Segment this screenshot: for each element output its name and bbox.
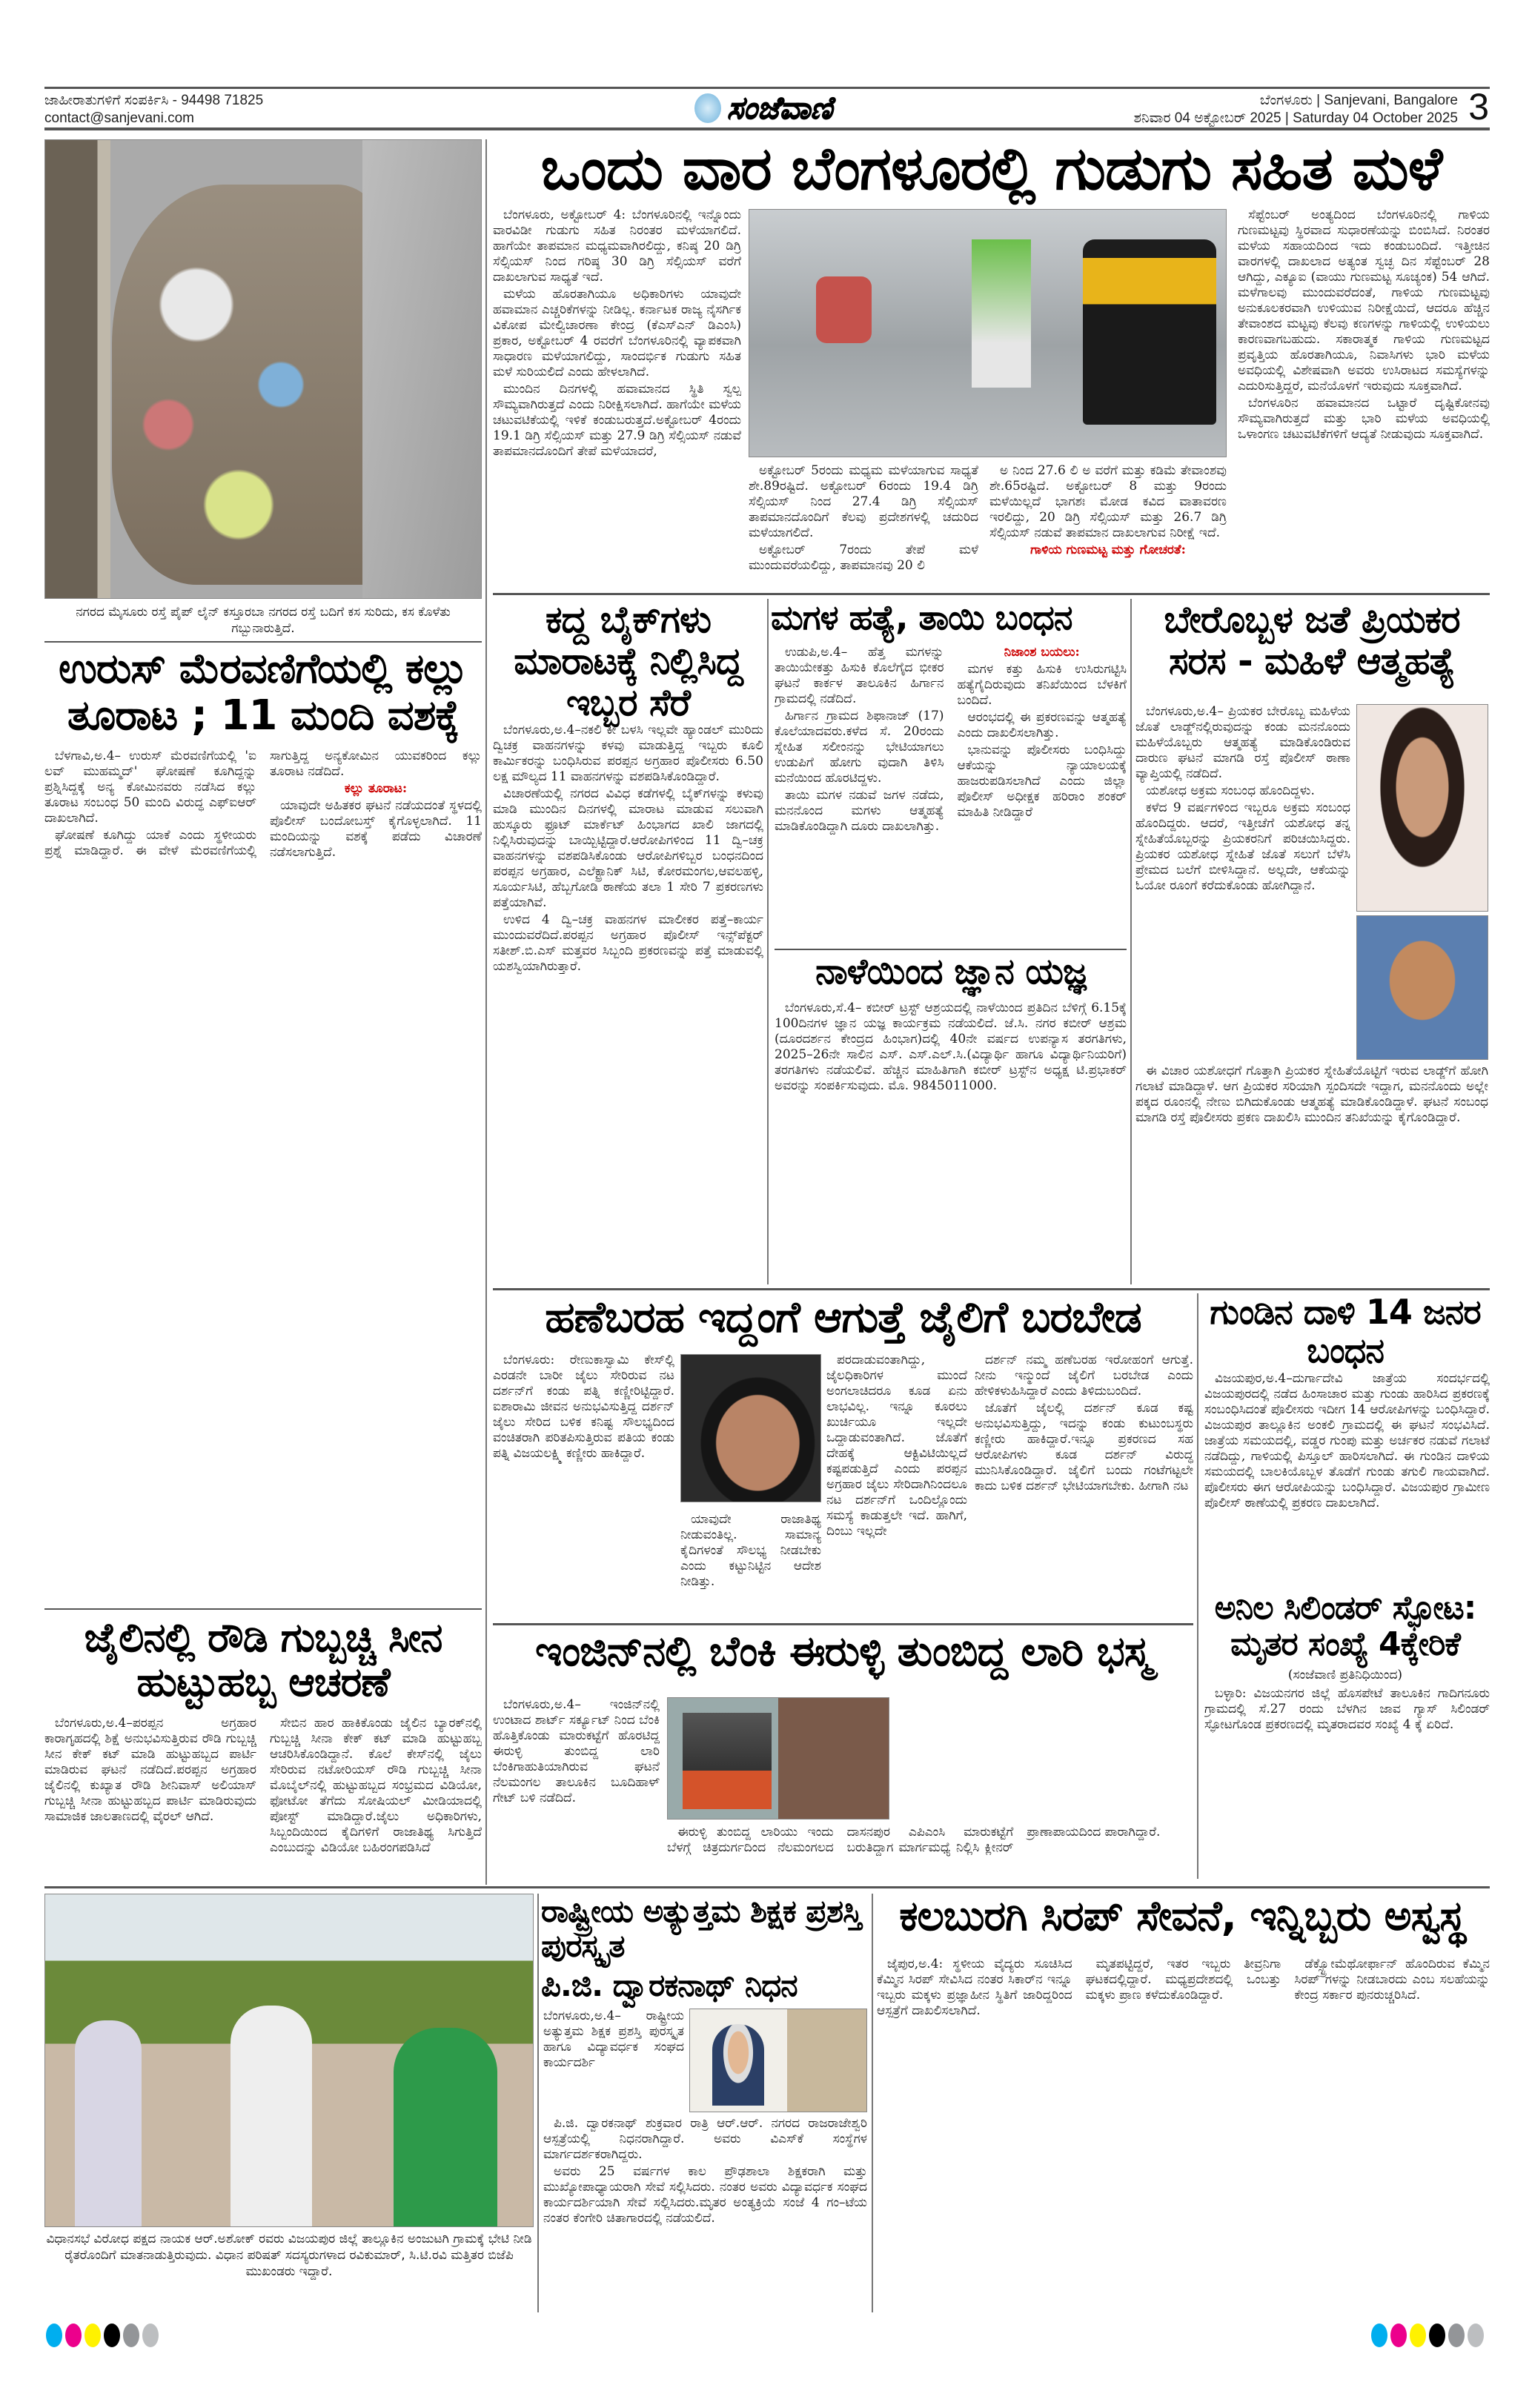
- darshan-body-c: [975, 1353, 1193, 1616]
- article-paragraph: ವಿಚಾರಣೆಯಲ್ಲಿ ನಗರದ ವಿವಿಧ ಕಡೆಗಳಲ್ಲಿ ಬೈಕ್‌ಗಳನ್ನು ಕಳುವು ಮಾಡಿ ಮುಂದಿನ ದಿನಗಳಲ್ಲಿ ಮಾರಾಟ ಮಾಡುವ ಸಲುವಾಗಿ ಹುಸ್ಕೂರು ಫ್ರೂಟ್ ಮಾರ್ಕೆಟ್ ಹಿಂಭಾಗದ ಖಾಲಿ ಜಾಗದಲ್ಲಿ ನಿಲ್ಲಿಸಿರುವುದನ್ನು ಬಾಯ್ಬಿಟ್ಟಿದ್ದಾರೆ.ಆರೋಪಿಗಳಿಂದ 11 ದ್ವಿ–ಚಕ್ರ ವಾಹನಗಳನ್ನು ವಶಪಡಿಸಿಕೊಂಡು ಆರೋಪಿಗಳಿಬ್ಬರ ಬಂಧನದಿಂದ ಪರಪ್ಪನ ಅಗ್ರಹಾರ, ಎಲೆಕ್ಟ್ರಾನಿಕ್ ಸಿಟಿ, ಕೋರಮಂಗಲ,ಆವಲಹಳ್ಳಿ, ಸೂರ್ಯಸಿಟಿ, ಹೆಬ್ಬಗೋಡಿ ಠಾಣೆಯ ತಲಾ 1 ಸೇರಿ 7 ಪ್ರಕರಣಗಳು ಪತ್ತೆಯಾಗಿವೆ.: [493, 786, 763, 910]
- article-paragraph: ಅಕ್ಟೋಬರ್ 5ರಂದು ಮಧ್ಯಮ ಮಳೆಯಾಗುವ ಸಾಧ್ಯತೆ ಶೇ.89ರಷ್ಟಿದೆ. ಅಕ್ಟೋಬರ್ 6ರಂದು 19.4 ಡಿಗ್ರಿ ಸೆಲ್ಸಿಯಸ್ ನಿಂದ 27.4 ಡಿಗ್ರಿ ಸೆಲ್ಸಿಯಸ್ ತಾಪಮಾನದೊಂದಿಗೆ ಕೆಲವು ಪ್ರದೇಶಗಳಲ್ಲಿ ಚದುರಿದ ಮಳೆಯಾಗಲಿದೆ.: [749, 463, 978, 540]
- yellow-dot: [1410, 2324, 1426, 2347]
- city-edition: ಬೆಂಗಳೂರು | Sanjevani, Bangalore: [1259, 93, 1458, 108]
- burnt-lorry-photo: [667, 1697, 889, 1820]
- man-portrait-photo: [1356, 915, 1488, 1060]
- divider: [493, 593, 1490, 595]
- article-paragraph: ತಾಯಿ ಮಗಳ ನಡುವೆ ಜಗಳ ನಡೆದು, ಮನನೊಂದ ಮಗಳು ಆತ್ಮಹತ್ಯೆ ಮಾಡಿಕೊಂಡಿದ್ದಾಗಿ ದೂರು ದಾಖಲಾಗಿತ್ತು.: [775, 788, 944, 834]
- bike-body: [493, 723, 763, 1286]
- article-paragraph: ಅವರು 25 ವರ್ಷಗಳ ಕಾಲ ಪ್ರೌಢಶಾಲಾ ಶಿಕ್ಷಕರಾಗಿ ಮತ್ತು ಮುಖ್ಯೋಪಾಧ್ಯಾಯರಾಗಿ ಸೇವೆ ಸಲ್ಲಿಸಿದರು. ನಂತರ ಅವರು ವಿದ್ಯಾವರ್ಧಕ ಸಂಘದ ಕಾರ್ಯದರ್ಶಿಯಾಗಿ ಸೇವೆ ಸಲ್ಲಿಸಿದರು.ಮೃತರ ಅಂತ್ಯಕ್ರಿಯೆ ಸಂಜೆ 4 ಗಂ–ಟೆಯ ನಂತರ ಕೆಂಗೇರಿ ಚಿತಾಗಾರದಲ್ಲಿ ನಡೆಯಲಿದೆ.: [543, 2164, 867, 2226]
- article-paragraph: ಬೆಂಗಳೂರು,ಅ.4–ಪರಪ್ಪನ ಅಗ್ರಹಾರ ಕಾರಾಗೃಹದಲ್ಲಿ ಶಿಕ್ಷೆ ಅನುಭವಿಸುತ್ತಿರುವ ರೌಡಿ ಗುಬ್ಬಚ್ಚಿ ಸೀನ ಕೇಕ್ ಕಟ್ ಮಾಡಿ ಹುಟ್ಟುಹಬ್ಬದ ಪಾರ್ಟಿ ಮಾಡಿರುವ ಘಟನೆ ನಡೆದಿದೆ.ಪರಪ್ಪನ ಅಗ್ರಹಾರ ಜೈಲಿನಲ್ಲಿ ಕುಖ್ಯಾತ ರೌಡಿ ಶೀನಿವಾಸ್ ಅಲಿಯಾಸ್ ಗುಬ್ಬಚ್ಚಿ ಸೀನಾ ಹುಟ್ಟುಹಬ್ಬದ ಪಾರ್ಟಿ ಮಾಡಿರುವುದು ಸಾಮಾಜಿಕ ಜಾಲತಾಣದಲ್ಲಿ ವೈರಲ್ ಆಗಿದೆ.: [44, 1716, 256, 1824]
- article-paragraph: ಬೆಂಗಳೂರು,ಅ.4– ಇಂಜಿನ್‌ನಲ್ಲಿ ಉಂಟಾದ ಶಾರ್ಟ್ ಸರ್ಕ್ಯೂಟ್ ನಿಂದ ಬೆಂಕಿ ಹೊತ್ತಿಕೊಂಡು ಮಾರುಕಟ್ಟೆಗೆ ಹೊರಟಿದ್ದ ಈರುಳ್ಳಿ ತುಂಬಿದ್ದ ಲಾರಿ ಬೆಂಕಿಗಾಹುತಿಯಾಗಿರುವ ಘಟನೆ ನೆಲಮಂಗಲ ತಾಲೂಕಿನ ಬೂದಿಹಾಳ್ ಗೇಟ್ ಬಳಿ ನಡೆದಿದೆ.: [493, 1697, 660, 1805]
- article-paragraph: ವಿಜಯಪುರ,ಅ.4–ದುರ್ಗಾದೇವಿ ಜಾತ್ರೆಯ ಸಂದರ್ಭದಲ್ಲಿ ವಿಜಯಪುರದಲ್ಲಿ ನಡೆದ ಹಿಂಸಾಚಾರ ಮತ್ತು ಗುಂಡು ಹಾರಿಸಿದ ಪ್ರಕರಣಕ್ಕೆ ಸಂಬಂಧಿಸಿದಂತೆ ಪೊಲೀಸರು ಇದೀಗ 14 ಆರೋಪಿಗಳನ್ನು ಬಂಧಿಸಿದ್ದಾರೆ. ವಿಜಯಪುರ ತಾಲ್ಲೂಕಿನ ಅಂಕಲಿ ಗ್ರಾಮದಲ್ಲಿ ಈ ಘಟನೆ ಸಂಭವಿಸಿದೆ. ಜಾತ್ರೆಯ ಸಮಯದಲ್ಲಿ, ವಡ್ಡರ ಗುಂಪು ಮತ್ತು ಅರ್ಚಕರ ನಡುವೆ ಗಲಾಟೆ ನಡೆದಿದ್ದು, ಗಾಳಿಯಲ್ಲಿ ಪಿಸ್ತೂಲ್ ಹಾರಿಸಲಾಗಿದೆ. ಈ ಗುಂಡಿನ ದಾಳಿಯ ಸಮಯದಲ್ಲಿ ಬಾಲಕಿಯೊಬ್ಬಳ ತೊಡೆಗೆ ಗುಂಡು ತಗುಲಿ ಗಾಯವಾಗಿದೆ. ಪೊಲೀಸರು ಈಗ ಆರೋಪಿಯನ್ನು ಬಂಧಿಸಿದ್ದಾರೆ. ವಿಜಯಪುರ ಗ್ರಾಮೀಣ ಪೊಲೀಸ್ ಠಾಣೆಯಲ್ಲಿ ಪ್ರಕರಣ ದಾಖಲಾಗಿದೆ.: [1204, 1371, 1490, 1510]
- daughter-body: [775, 645, 1127, 941]
- article-paragraph: ಬೆಂಗಳೂರು,ಸೆ.4– ಕಬೀರ್ ಟ್ರಸ್ಟ್ ಆಶ್ರಯದಲ್ಲಿ ನಾಳೆಯಿಂದ ಪ್ರತಿದಿನ ಬೆಳಿಗ್ಗೆ 6.15ಕ್ಕೆ 100ದಿನಗಳ ಜ್ಞಾನ ಯಜ್ಞ ಕಾರ್ಯಕ್ರಮ ನಡೆಯಲಿದೆ. ಜೆ.ಸಿ. ನಗರ ಕಬೀರ್ ಆಶ್ರಮ (ದೂರದರ್ಶನ ಕೇಂದ್ರದ ಹಿಂಭಾಗ)ದಲ್ಲಿ 40ನೇ ವರ್ಷದ ಉಪನ್ಯಾಸ ತರಗತಿಗಳು, 2025–26ನೇ ಸಾಲಿನ ಎಸ್. ಎಸ್.ಎಲ್.ಸಿ.(ವಿದ್ಯಾರ್ಥಿ ಹಾಗೂ ವಿದ್ಯಾರ್ಥಿನಿಯರಿಗೆ) ತರಗತಿಗಳು ನಡೆಯಲಿವೆ. ಹೆಚ್ಚಿನ ಮಾಹಿತಿಗಾಗಿ ಕಬೀರ್ ಟ್ರಸ್ಟ್‌ನ ಅಧ್ಯಕ್ಷ ಟಿ.ಪ್ರಭಾಕರ್ ಅವರನ್ನು ಸಂಪರ್ಕಿಸುವುದು. ಮೊ. 9845011000.: [775, 1001, 1127, 1093]
- rowdy-headline: ಜೈಲಿನಲ್ಲಿ ರೌಡಿ ಗುಬ್ಬಚ್ಚಿ ಸೀನ ಹುಟ್ಟುಹಬ್ಬ ಆಚರಣೆ: [84, 1614, 442, 1706]
- article-paragraph: ಮಳೆಯ ಹೊರತಾಗಿಯೂ ಅಧಿಕಾರಿಗಳು ಯಾವುದೇ ಹವಾಮಾನ ಎಚ್ಚರಿಕೆಗಳನ್ನು ನೀಡಿಲ್ಲ. ಕರ್ನಾಟಕ ರಾಜ್ಯ ನೈಸರ್ಗಿಕ ವಿಕೋಪ ಮೇಲ್ವಿಚಾರಣಾ ಕೇಂದ್ರ (ಕೆಎಸ್‌ಎನ್ ಡಿಎಂಸಿ) ಪ್ರಕಾರ, ಅಕ್ಟೋಬರ್ 4 ರವರೆಗೆ ಬೆಂಗಳೂರಿನಲ್ಲಿ ವ್ಯಾಪಕವಾಗಿ ಸಾಧಾರಣ ಮಳೆಯಾಗಲಿದ್ದು, ಸಾಂದರ್ಭಿಕ ಗುಡುಗು ಸಹಿತ ಮಳೆ ಸುರಿಯಲಿದೆ ಎಂದು ಹೇಳಲಾಗಿದೆ.: [493, 287, 741, 379]
- darshan-body-d: [680, 1512, 821, 1616]
- article-paragraph: ಮುಂದಿನ ದಿನಗಳಲ್ಲಿ ಹವಾಮಾನದ ಸ್ಥಿತಿ ಸ್ವಲ್ಪ ಸೌಮ್ಯವಾಗಿರುತ್ತದೆ ಎಂದು ನಿರೀಕ್ಷಿಸಲಾಗಿದೆ. ಹಾಗೆಯೇ ಮಳೆಯ ಚಟುವಟಿಕೆಯಲ್ಲಿ ಇಳಿಕೆ ಕಂಡುಬರುತ್ತದೆ.ಅಕ್ಟೋಬರ್ 4ರಂದು 19.1 ಡಿಗ್ರಿ ಸೆಲ್ಸಿಯಸ್ ಮತ್ತು 27.9 ಡಿಗ್ರಿ ಸೆಲ್ಸಿಯಸ್ ನಡುವೆ ತಾಪಮಾನದೊಂದಿಗೆ ತೇಪೆ ಮಳೆಯಾದರೆ,: [493, 382, 741, 459]
- light-gray-dot: [142, 2324, 159, 2347]
- divider: [44, 1608, 482, 1610]
- lorry-headline: ಇಂಜಿನ್‌ನಲ್ಲಿ ಬೆಂಕಿ ಈರುಳ್ಳಿ ತುಂಬಿದ್ದ ಲಾರಿ ಭಸ್ಮ: [534, 1628, 1152, 1676]
- syrup-body: [877, 1957, 1490, 2312]
- article-subheading: ನಿಜಾಂಶ ಬಯಲು:: [1004, 645, 1080, 660]
- divider: [44, 641, 482, 643]
- lorry-body-a: [493, 1697, 660, 1875]
- article-paragraph: ಬೆಂಗಳೂರಿನ ಹವಾಮಾನದ ಒಟ್ಟಾರೆ ದೃಷ್ಟಿಕೋನವು ಸೌಮ್ಯವಾಗಿರುತ್ತದೆ ಮತ್ತು ಭಾರಿ ಮಳೆಯ ಅವಧಿಯಲ್ಲಿ ಒಳಾಂಗಣ ಚಟುವಟಿಕೆಗಳಿಗೆ ಆದ್ಯತೆ ನೀಡುವುದು ಸೂಕ್ತವಾಗಿದೆ.: [1238, 396, 1490, 442]
- column-divider: [537, 1894, 539, 2312]
- cyan-dot: [46, 2324, 62, 2347]
- ad-contact-line: ಜಾಹೀರಾತುಗಳಿಗೆ ಸಂಪರ್ಕಿಸಿ - 94498 71825: [44, 93, 264, 108]
- date-line: ಶನಿವಾರ 04 ಅಕ್ಟೋಬರ್ 2025 | Saturday 04 October 2025: [1133, 110, 1458, 126]
- divider: [775, 949, 1127, 950]
- article-paragraph: ಭಾನುವನ್ನು ಪೊಲೀಸರು ಬಂಧಿಸಿದ್ದು ಆಕೆಯನ್ನು ನ್ಯಾಯಾಲಯಕ್ಕೆ ಹಾಜರುಪಡಿಸಲಾಗಿದೆ ಎಂದು ಜಿಲ್ಲಾ ಪೊಲೀಸ್ ಅಧೀಕ್ಷಕ ಹರಿರಾಂ ಶಂಕರ್ ಮಾಹಿತಿ ನೀಡಿದ್ದಾರೆ: [957, 743, 1127, 820]
- light-gray-dot: [1468, 2324, 1484, 2347]
- teacher-lead: ಬೆಂಗಳೂರು,ಅ.4– ರಾಷ್ಟ್ರೀಯ ಅತ್ಯುತ್ತಮ ಶಿಕ್ಷಕ ಪ್ರಶಸ್ತಿ ಪುರಸ್ಕೃತ ಹಾಗೂ ವಿದ್ಯಾವರ್ಧಕ ಸಂಘದ ಕಾರ್ಯದರ್ಶಿ: [543, 2009, 684, 2070]
- color-registration-marks-right: [1371, 2324, 1487, 2350]
- article-paragraph: ಆರಂಭದಲ್ಲಿ ಈ ಪ್ರಕರಣವನ್ನು ಆತ್ಮಹತ್ಯೆ ಎಂದು ದಾಖಲಿಸಲಾಗಿತ್ತು.: [957, 710, 1127, 740]
- article-paragraph: ಉಳಿದ 4 ದ್ವಿ–ಚಕ್ರ ವಾಹನಗಳ ಮಾಲೀಕರ ಪತ್ತೆ–ಕಾರ್ಯ ಮುಂದುವರೆದಿದೆ.ಪರಪ್ಪನ ಅಗ್ರಹಾರ ಪೊಲೀಸ್ ಇನ್ಸ್‌ಪೆಕ್ಟರ್ ಸತೀಶ್.ಬಿ.ಎಸ್ ಮತ್ತವರ ಸಿಬ್ಬಂದಿ ಪ್ರಕರಣವನ್ನು ಪತ್ತೆ ಮಾಡುವಲ್ಲಿ ಯಶಸ್ವಿಯಾಗಿರುತ್ತಾರೆ.: [493, 912, 763, 974]
- masthead-logo: [623, 89, 904, 127]
- header-bottom-rule: [44, 127, 1490, 130]
- lover-body-bottom: [1135, 1064, 1488, 1282]
- farmers-visit-photo: [44, 1894, 534, 2227]
- article-paragraph: ಯಶೋಧ ಅಕ್ರಮ ಸಂಬಂಧ ಹೊಂದಿದ್ದಳು.: [1146, 783, 1315, 798]
- garbage-photo: [44, 139, 482, 599]
- teacher-body: [543, 2116, 867, 2312]
- divider: [493, 1288, 1490, 1290]
- urus-body: [44, 749, 482, 1601]
- teacher-portrait-photo: [689, 2009, 867, 2112]
- column-divider: [1197, 1293, 1198, 1879]
- firing-body: [1204, 1371, 1490, 1586]
- article-paragraph: ಡೆಕ್ಸ್ಟ್ರೋಮೆಥೋರ್ಫಾನ್ ಹೊಂದಿರುವ ಕೆಮ್ಮಿನ ಸಿರಪ್ ಗಳನ್ನು ನೀಡಬಾರದು ಎಂಬ ಸಲಹೆಯನ್ನು ಕೇಂದ್ರ ಸರ್ಕಾರ ಪುನರುಚ್ಚರಿಸಿದೆ.: [1294, 1957, 1490, 2003]
- darshan-headline: ಹಣೆಬರಹ ಇದ್ದಂಗೆ ಆಗುತ್ತೆ ಜೈಲಿಗೆ ಬರಬೇಡ: [545, 1292, 1141, 1342]
- main-headline: ಒಂದು ವಾರ ಬೆಂಗಳೂರಲ್ಲಿ ಗುಡುಗು ಸಹಿತ ಮಳೆ: [540, 134, 1442, 203]
- article-paragraph: ಬೆಂಗಳೂರು,ಅ.4– ಪ್ರಿಯಕರ ಬೇರೊಬ್ಬ ಮಹಿಳೆಯ ಜೊತೆ ಲಾಡ್ಜ್‌ನಲ್ಲಿರುವುದನ್ನು ಕಂಡು ಮನನೊಂದು ಮಹಿಳೆಯೊಬ್ಬರು ಆತ್ಮಹತ್ಯೆ ಮಾಡಿಕೊಂಡಿರುವ ದಾರುಣ ಘಟನೆ ಮಾಗಡಿ ರಸ್ತೆ ಪೊಲೀಸ್ ಠಾಣಾ ವ್ಯಾಪ್ತಿಯಲ್ಲಿ ನಡೆದಿದೆ.: [1135, 704, 1350, 781]
- woman-portrait-photo: [1356, 704, 1488, 912]
- header-contact: [44, 92, 263, 127]
- article-paragraph: ಅ ನಿಂದ 27.6 ಲಿ ಅ ವರೆಗೆ ಮತ್ತು ಕಡಿಮೆ ತೇವಾಂಶವು ಶೇ.65ರಷ್ಟಿದೆ. ಅಕ್ಟೋಬರ್ 8 ಮತ್ತು 9ರಂದು ಮಳೆಯಿಲ್ಲದೆ ಭಾಗಶಃ ಮೋಡ ಕವಿದ ವಾತಾವರಣ ಇರಲಿದ್ದು, 20 ಡಿಗ್ರಿ ಸೆಲ್ಸಿಯಸ್ ಮತ್ತು 26.7 ಡಿಗ್ರಿ ಸೆಲ್ಸಿಯಸ್ ನಡುವೆ ತಾಪಮಾನ ದಾಖಲಾಗುವ ನಿರೀಕ್ಷೆ ಇದೆ.: [989, 463, 1227, 540]
- article-paragraph: ಮೃತಪಟ್ಟಿದ್ದರೆ, ಇತರ ಇಬ್ಬರು ತೀವ್ರನಿಗಾ ಘಟಕದಲ್ಲಿದ್ದಾರೆ. ಮಧ್ಯಪ್ರದೇಶದಲ್ಲಿ ಒಂಬತ್ತು ಮಕ್ಕಳು ಪ್ರಾಣ ಕಳೆದುಕೊಂಡಿದ್ದಾರೆ.: [1085, 1957, 1281, 2003]
- article-paragraph: ಜೊತೆಗೆ ಜೈಲಲ್ಲಿ ದರ್ಶನ್ ಕೂಡ ಕಷ್ಟ ಅನುಭವಿಸುತ್ತಿದ್ದು, ಇದನ್ನು ಕಂಡು ಕುಟುಂಬಸ್ಥರು ಕಣ್ಣೀರು ಹಾಕಿದ್ದಾರೆ.ಇನ್ನೂ ಪ್ರಕರಣದ ಸಹ ಆರೋಪಿಗಳು ಕೂಡ ದರ್ಶನ್ ವಿರುದ್ಧ ಮುನಿಸಿಕೊಂಡಿದ್ದಾರೆ. ಜೈಲಿಗೆ ಬಂದು ಗಂಟೆಗಟ್ಟಲೇ ಕಾದು ಬಳಿಕ ದರ್ಶನ್ ಭೇಟಿಯಾಗಬೇಕು. ಹೀಗಾಗಿ ನಟ: [975, 1401, 1193, 1493]
- divider: [493, 1623, 1193, 1625]
- article-paragraph: ಸೇಬಿನ ಹಾರ ಹಾಕಿಕೊಂಡು ಜೈಲಿನ ಬ್ಯಾರಕ್‌ನಲ್ಲಿ ಗುಬ್ಬಚ್ಚಿ ಸೀನಾ ಕೇಕ್ ಕಟ್ ಮಾಡಿ ಹುಟ್ಟುಹಬ್ಬ ಆಚರಿಸಿಕೊಂಡಿದ್ದಾನೆ. ಕೊಲೆ ಕೇಸ್‌ನಲ್ಲಿ ಜೈಲು ಸೇರಿರುವ ನಟೋರಿಯಸ್ ರೌಡಿ ಗುಬ್ಬಚ್ಚಿ ಸೀನಾ ಮೊಬೈಲ್‌ನಲ್ಲಿ ಹುಟ್ಟುಹಬ್ಬದ ಸಂಭ್ರಮದ ವಿಡಿಯೋ, ಫೋಟೋ ತೆಗೆದು ಸೋಷಿಯಲ್ ಮೀಡಿಯಾದಲ್ಲಿ ಪೋಸ್ಟ್ ಮಾಡಿದ್ದಾರೆ.ಜೈಲು ಅಧಿಕಾರಿಗಳು, ಸಿಬ್ಬಂದಿಯಿಂದ ಕೈದಿಗಳಿಗೆ ರಾಜಾತಿಥ್ಯ ಸಿಗುತ್ತಿದೆ ಎಂಬುದನ್ನು ವಿಡಿಯೋ ಬಹಿರಂಗಪಡಿಸಿದೆ: [270, 1716, 482, 1855]
- article-paragraph: ಸೆಪ್ಟೆಂಬರ್ ಅಂತ್ಯದಿಂದ ಬೆಂಗಳೂರಿನಲ್ಲಿ ಗಾಳಿಯ ಗುಣಮಟ್ಟವು ಸ್ಥಿರವಾದ ಸುಧಾರಣೆಯನ್ನು ಬಿಂಬಿಸಿದೆ. ನಿರಂತರ ಮಳೆಯ ಸಹಾಯದಿಂದ ಇದು ಕಂಡುಬಂದಿದೆ. ಇತ್ತೀಚಿನ ವಾರಗಳಲ್ಲಿ ದಾಖಲಾದ ಅತ್ಯಂತ ಸ್ವಚ್ಛ ದಿನ ಸೆಪ್ಟೆಂಬರ್ 28 ಆಗಿದ್ದು, ಎಕ್ಯೂಐ (ವಾಯು ಗುಣಮಟ್ಟ ಸೂಚ್ಯಂಕ) 54 ಆಗಿದೆ. ಮಳೆಗಾಲವು ಮುಂದುವರೆದಂತೆ, ಗಾಳಿಯ ಗುಣಮಟ್ಟವು ಅನುಕೂಲಕರವಾಗಿ ಉಳಿಯುವ ನಿರೀಕ್ಷೆಯಿದೆ, ಆದರೂ ಹೆಚ್ಚಿನ ತೇವಾಂಶದ ಮಟ್ಟವು ಕೆಲವು ಕಣಗಳನ್ನು ಗಾಳಿಯಲ್ಲಿ ಉಳಿಯಲು ಕಾರಣವಾಗಬಹುದು. ಸಕಾರಾತ್ಮಕ ಗಾಳಿಯ ಗುಣಮಟ್ಟದ ಪ್ರವೃತ್ತಿಯ ಹೊರತಾಗಿಯೂ, ನಿವಾಸಿಗಳು ಭಾರಿ ಮಳೆಯ ಅವಧಿಯಲ್ಲಿ ವಿಶೇಷವಾಗಿ ಅವರು ಉಸಿರಾಟದ ಸಮಸ್ಯೆಗಳನ್ನು ಎದುರಿಸುತ್ತಿದ್ದರೆ, ಮನೆಯೊಳಗೆ ಇರುವುದು ಸೂಕ್ತವಾಗಿದೆ.: [1238, 208, 1490, 394]
- urus-headline: ಉರುಸ್ ಮೆರವಣಿಗೆಯಲ್ಲಿ ಕಲ್ಲು ತೂರಾಟ ; 11 ಮಂದಿ ವಶಕ್ಕೆ: [59, 645, 468, 740]
- garbage-photo-caption: ನಗರದ ಮೈಸೂರು ರಸ್ತೆ ಪೈಪ್ ಲೈನ್ ಕಸ್ತೂರಬಾ ನಗರದ ರಸ್ತೆ ಬದಿಗೆ ಕಸ ಸುರಿದು, ಕಸ ಕೊಳೆತು ಗಬ್ಬುನಾರುತ್ತಿದೆ.: [76, 605, 451, 636]
- column-divider: [872, 1894, 873, 2312]
- article-paragraph: ಯಾವುದೇ ರಾಜಾತಿಥ್ಯ ನೀಡುವಂತಿಲ್ಲ. ಸಾಮಾನ್ಯ ಕೈದಿಗಳಂತೆ ಸೌಲಭ್ಯ ನೀಡಬೇಕು ಎಂದು ಕಟ್ಟುನಿಟ್ಟಿನ ಆದೇಶ ನೀಡಿತ್ತು.: [680, 1512, 821, 1589]
- article-paragraph: ಪಿ.ಜಿ. ದ್ವಾರಕನಾಥ್ ಶುಕ್ರವಾರ ರಾತ್ರಿ ಆರ್.ಆರ್. ನಗರದ ರಾಜರಾಜೇಶ್ವರಿ ಆಸ್ಪತ್ರೆಯಲ್ಲಿ ನಿಧನರಾಗಿದ್ದಾರೆ. ಅವರು ವಿಎಸ್‌ಕೆ ಸಂಸ್ಥೆಗಳ ಮಾರ್ಗದರ್ಶಕರಾಗಿದ್ದರು.: [543, 2116, 867, 2162]
- rain-photo: [749, 209, 1227, 457]
- syrup-headline: ಕಲಬುರಗಿ ಸಿರಪ್ ಸೇವನೆ, ಇನ್ನಿಬ್ಬರು ಅಸ್ವಸ್ಥ: [899, 1892, 1465, 1940]
- black-dot: [1429, 2324, 1445, 2347]
- gnana-headline: ನಾಳೆಯಿಂದ ಜ್ಞಾನ ಯಜ್ಞ: [815, 951, 1086, 992]
- article-paragraph: ಮಗಳ ಕತ್ತು ಹಿಸುಕಿ ಉಸಿರುಗಟ್ಟಿಸಿ ಹತ್ಯೆಗೈದಿರುವುದು ತನಿಖೆಯಿಂದ ಬೆಳಕಿಗೆ ಬಂದಿದೆ.: [957, 662, 1127, 708]
- magenta-dot: [1390, 2324, 1407, 2347]
- yellow-dot: [84, 2324, 101, 2347]
- gray-dot: [123, 2324, 139, 2347]
- teacher-headline: ರಾಷ್ಟ್ರೀಯ ಅತ್ಯುತ್ತಮ ಶಿಕ್ಷಕ ಪ್ರಶಸ್ತಿ ಪುರಸ್ಕೃತ: [541, 1893, 862, 1965]
- gnana-body: [775, 1001, 1127, 1282]
- header-dateline: [1134, 92, 1458, 127]
- article-paragraph: ಬೆಂಗಳೂರು,ಅ.4–ನಕಲಿ ಕೀ ಬಳಸಿ ಇಲ್ಲವೇ ಹ್ಯಾಂಡಲ್ ಮುರಿದು ದ್ವಿಚಕ್ರ ವಾಹನಗಳನ್ನು ಕಳವು ಮಾಡುತ್ತಿದ್ದ ಇಬ್ಬರು ಕೂಲಿ ಕಾರ್ಮಿಕರನ್ನು ಬಂಧಿಸಿರುವ ಪರಪ್ಪನ ಅಗ್ರಹಾರ ಪೊಲೀಸರು 6.50 ಲಕ್ಷ ಮೌಲ್ಯದ 11 ವಾಹನಗಳನ್ನು ವಶಪಡಿಸಿಕೊಂಡಿದ್ದಾರೆ.: [493, 723, 763, 784]
- article-paragraph: ಅಕ್ಟೋಬರ್ 7ರಂದು ತೇಪೆ ಮಳೆ ಮುಂದುವರೆಯಲಿದ್ದು, ತಾಪಮಾನವು 20 ಲಿ: [749, 543, 978, 573]
- article-paragraph: ಕಳೆದ 9 ವರ್ಷಗಳಿಂದ ಇಬ್ಬರೂ ಅಕ್ರಮ ಸಂಬಂಧ ಹೊಂದಿದ್ದರು. ಆದರೆ, ಇತ್ತೀಚೆಗೆ ಯಶೋಧ ತನ್ನ ಸ್ನೇಹಿತೆಯೊಬ್ಬರನ್ನು ಪ್ರಿಯಕರನಿಗೆ ಪರಿಚಯಿಸಿದ್ದರು. ಪ್ರಿಯಕರ ಯಶೋಧ ಸ್ನೇಹಿತೆ ಜೊತೆ ಸಲುಗೆ ಬೆಳೆಸಿ ಪ್ರೇಮದ ಬಲೆಗೆ ಬೀಳಿಸಿದ್ದಾನೆ. ಅಲ್ಲದೇ, ಆಕೆಯನ್ನು ಓಯೋ ರೂಂಗೆ ಕರೆದುಕೊಂಡು ಹೋಗಿದ್ದಾನೆ.: [1135, 800, 1350, 893]
- cylinder-body: [1204, 1686, 1490, 1875]
- article-paragraph: ಬೆಳಗಾವಿ,ಅ.4– ಉರುಸ್ ಮೆರವಣಿಗೆಯಲ್ಲಿ 'ಐ ಲವ್ ಮುಹಮ್ಮದ್' ಘೋಷಣೆ ಕೂಗಿದ್ದನ್ನು ಪ್ರಶ್ನಿಸಿದ್ದಕ್ಕೆ ಅನ್ಯ ಕೋಮಿನವರು ನಡೆಸಿದ ಕಲ್ಲು ತೂರಾಟ ಸಂಬಂಧ 50 ಮಂದಿ ವಿರುದ್ಧ ಎಫ್‌ಐಆರ್ ದಾಖಲಾಗಿದೆ.: [44, 749, 256, 826]
- divider: [44, 1886, 1490, 1888]
- main-body-col2: [749, 463, 978, 586]
- darshan-photo: [680, 1354, 821, 1502]
- article-paragraph: ಹಿರ್ಗಾನ ಗ್ರಾಮದ ಶಿಫಾನಾಜ್ (17) ಕೊಲೆಯಾದವರು.ಕಳೆದ ಸೆ. 20ರಂದು ಸ್ನೇಹಿತ ಸಲೀಂನನ್ನು ಭೇಟಿಯಾಗಲು ಉಡುಪಿಗೆ ಹೋಗು ವುದಾಗಿ ತಿಳಿಸಿ ಮನೆಯಿಂದ ಹೊರಟಿದ್ದಳು.: [775, 709, 944, 786]
- article-paragraph: ದರ್ಶನ್ ನಮ್ಮ ಹಣೆಬರಹ ಇರೋಹಂಗೆ ಆಗುತ್ತೆ. ನೀನು ಇನ್ಮುಂದೆ ಜೈಲಿಗೆ ಬರಬೇಡ ಎಂದು ಹೇಳಿಕಳುಹಿಸಿದ್ದಾರೆ ಎಂದು ತಿಳಿದುಬಂದಿದೆ.: [975, 1353, 1193, 1399]
- teacher-subheadline: ಪಿ.ಜಿ. ದ್ವಾರಕನಾಥ್ ನಿಧನ: [541, 1967, 797, 2003]
- article-paragraph: ಬೆಂಗಳೂರು: ರೇಣುಕಾಸ್ವಾಮಿ ಕೇಸ್‌ಲ್ಲಿ ಎರಡನೇ ಬಾರೀ ಜೈಲು ಸೇರಿರುವ ನಟ ದರ್ಶನ್‌ಗೆ ಕಂಡು ಪತ್ನಿ ಕಣ್ಣೀರಿಟ್ಟಿದ್ದಾರೆ. ಐಶಾರಾಮಿ ಜೀವನ ಅನುಭವಿಸುತ್ತಿದ್ದ ದರ್ಶನ್ ಜೈಲು ಸೇರಿದ ಬಳಿಕ ಕನಿಷ್ಟ ಸೌಲಭ್ಯದಿಂದ ವಂಚಿತರಾಗಿ ಪರಿತಪಿಸುತ್ತಿರುವ ಪತಿಯ ಕಂಡು ಪತ್ನಿ ವಿಜಯಲಕ್ಷ್ಮಿ ಕಣ್ಣೀರು ಹಾಕಿದ್ದಾರೆ.: [493, 1353, 674, 1461]
- lover-body-top: [1135, 704, 1350, 1060]
- main-body-col4: [1238, 208, 1490, 586]
- rowdy-body: [44, 1716, 482, 1875]
- article-paragraph: ಪರದಾಡುವಂತಾಗಿದ್ದು, ಜೈಲಧಿಕಾರಿಗಳ ಮುಂದೆ ಅಂಗಲಾಚಿದರೂ ಕೂಡ ಏನು ಲಾಭವಿಲ್ಲ. ಇನ್ನೂ ಕೂರಲು ಖುರ್ಚಿಯೂ ಇಲ್ಲದೇ ಒದ್ದಾಡುವಂತಾಗಿದೆ. ಜೊತೆಗೆ ದೇಹಕ್ಕೆ ಆಕ್ಟಿವಿಟಿಯಿಲ್ಲದೆ ಕಷ್ಟಪಡುತ್ತಿದೆ ಎಂದು ಪರಪ್ಪನ ಅಗ್ರಹಾರ ಜೈಲು ಸೇರಿದಾಗಿನಿಂದಲೂ ನಟ ದರ್ಶನ್‌ಗೆ ಒಂದಿಲ್ಲೊಂದು ಸಮಸ್ಯೆ ಕಾಡುತ್ತಲೇ ಇದೆ. ಹಾಗಿಗೆ, ದಿಂಬು ಇಲ್ಲದೇ: [826, 1353, 967, 1539]
- article-subheading: ಗಾಳಿಯ ಗುಣಮಟ್ಟ ಮತ್ತು ಗೋಚರತೆ:: [1030, 543, 1186, 557]
- magenta-dot: [65, 2324, 82, 2347]
- daughter-headline: ಮಗಳ ಹತ್ಯೆ, ತಾಯಿ ಬಂಧನ: [771, 597, 1072, 637]
- logo-text: ಸಂಜೆವಾಣಿ: [726, 90, 833, 126]
- color-registration-marks-left: [46, 2324, 162, 2350]
- logo-globe-icon: [694, 93, 721, 123]
- cylinder-headline: ಅನಿಲ ಸಿಲಿಂಡರ್ ಸ್ಫೋಟ: ಮೃತರ ಸಂಖ್ಯೆ 4ಕ್ಕೇರಿಕೆ: [1214, 1589, 1476, 1664]
- article-subheading: ಕಲ್ಲು ತೂರಾಟ:: [344, 781, 408, 796]
- article-paragraph: ಜೈಪುರ,ಅ.4: ಸ್ಥಳೀಯ ವೈದ್ಯರು ಸೂಚಿಸಿದ ಕೆಮ್ಮಿನ ಸಿರಪ್ ಸೇವಿಸಿದ ನಂತರ ಸಿಕಾರ್‌ನ ಇನ್ನೂ ಇಬ್ಬರು ಮಕ್ಕಳು ಪ್ರಜ್ಞಾಹೀನ ಸ್ಥಿತಿಗೆ ಜಾರಿದ್ದರಿಂದ ಆಸ್ಪತ್ರೆಗೆ ದಾಖಲಿಸಲಾಗಿದೆ.: [877, 1957, 1072, 2018]
- lorry-body-b: [667, 1825, 1193, 1877]
- article-paragraph: ಬಳ್ಳಾರಿ: ವಿಜಯನಗರ ಜಿಲ್ಲೆ ಹೊಸಪೇಟೆ ತಾಲೂಕಿನ ಗಾದಿಗನೂರು ಗ್ರಾಮದಲ್ಲಿ ಸೆ.27 ರಂದು ಬೆಳಗಿನ ಜಾವ ಗ್ಯಾಸ್ ಸಿಲಿಂಡರ್ ಸ್ಫೋಟಗೊಂಡ ಪ್ರಕರಣದಲ್ಲಿ ಮೃತರಾದವರ ಸಂಖ್ಯೆ 4 ಕ್ಕೆ ಏರಿದೆ.: [1204, 1686, 1490, 1732]
- page-number: 3: [1468, 86, 1489, 127]
- firing-headline: ಗುಂಡಿನ ದಾಳಿ 14 ಜನರ ಬಂಧನ: [1210, 1292, 1481, 1370]
- darshan-body-a: [493, 1353, 674, 1616]
- lover-headline: ಬೇರೊಬ್ಬಳ ಜತೆ ಪ್ರಿಯಕರ ಸರಸ - ಮಹಿಳೆ ಆತ್ಮಹತ್ಯೆ: [1164, 598, 1460, 683]
- column-divider: [767, 599, 769, 1284]
- black-dot: [104, 2324, 120, 2347]
- article-paragraph: ಘೋಷಣೆ ಕೂಗಿದ್ದು ಯಾಕೆ ಎಂದು ಸ್ಥಳೀಯರು ಪ್ರಶ್ನೆ ಮಾಡಿದ್ದಾರೆ. ಈ ವೇಳೆ ಮೆರವಣಿಗೆಯಲ್ಲಿ ಸಾಗುತ್ತಿದ್ದ ಅನ್ಯಕೋಮಿನ ಯುವಕರಿಂದ ಕಲ್ಲು ತೂರಾಟ ನಡೆದಿದೆ.: [44, 749, 482, 858]
- article-paragraph: ಈರುಳ್ಳಿ ತುಂಬಿದ್ದ ಲಾರಿಯು ಇಂದು ಬೆಳಗ್ಗೆ ಚಿತ್ರದುರ್ಗದಿಂದ ನೆಲಮಂಗಲದ ದಾಸನಪುರ ಎಪಿಎಂಸಿ ಮಾರುಕಟ್ಟೆಗೆ ಬರುತಿದ್ದಾಗ ಮಾರ್ಗಮಧ್ಯೆ ನಿಲ್ಲಿಸಿ ಕ್ಲೀನರ್ ಪ್ರಾಣಾಪಾಯದಿಂದ ಪಾರಾಗಿದ್ದಾರೆ.: [667, 1825, 1161, 1855]
- column-divider: [1130, 599, 1132, 1284]
- contact-email[interactable]: contact@sanjevani.com: [44, 110, 194, 126]
- darshan-body-b: [826, 1353, 967, 1616]
- farmers-photo-caption: ವಿಧಾನಸಭೆ ವಿರೋಧ ಪಕ್ಷದ ನಾಯಕ ಆರ್.ಅಶೋಕ್ ರವರು ವಿಜಯಪುರ ಜಿಲ್ಲೆ ತಾಲ್ಲೂಕಿನ ಅಂಜುಟಗಿ ಗ್ರಾಮಕ್ಕೆ ಭೇಟಿ ನೀಡಿ ರೈತರೊಂದಿಗೆ ಮಾತನಾಡುತ್ತಿರುವುದು. ವಿಧಾನ ಪರಿಷತ್ ಸದಸ್ಯರುಗಳಾದ ರವಿಕುಮಾರ್, ಸಿ.ಟಿ.ರವಿ ಮತ್ತಿತರ ಬಿಜೆಪಿ ಮುಖಂಡರು ಇದ್ದಾರೆ.: [46, 2232, 532, 2279]
- article-paragraph: ಉಡುಪಿ,ಅ.4– ಹೆತ್ತ ಮಗಳನ್ನು ತಾಯಿಯೇಕತ್ತು ಹಿಸುಕಿ ಕೊಲೆಗೈದ ಭೀಕರ ಘಟನೆ ಕಾರ್ಕಳ ತಾಲೂಕಿನ ಹಿರ್ಗಾನ ಗ್ರಾಮದಲ್ಲಿ ನಡೆದಿದೆ.: [775, 645, 944, 706]
- article-paragraph: ಬೆಂಗಳೂರು, ಅಕ್ಟೋಬರ್ 4: ಬೆಂಗಳೂರಿನಲ್ಲಿ ಇನ್ನೊಂದು ವಾರವಿಡೀ ಗುಡುಗು ಸಹಿತ ನಿರಂತರ ಮಳೆಯಾಗಲಿದೆ. ಹಾಗೆಯೇ ತಾಪಮಾನ ಮಧ್ಯಮವಾಗಿರಲಿದ್ದು, ಕನಿಷ್ಠ 20 ಡಿಗ್ರಿ ಸೆಲ್ಸಿಯಸ್ ನಿಂದ ಗರಿಷ್ಠ 30 ಡಿಗ್ರಿ ಸೆಲ್ಸಿಯಸ್ ವರೆಗೆ ದಾಖಲಾಗುವ ಸಾಧ್ಯತೆ ಇದೆ.: [493, 208, 741, 285]
- bike-headline: ಕದ್ದ ಬೈಕ್‌ಗಳು ಮಾರಾಟಕ್ಕೆ ನಿಲ್ಲಿಸಿದ್ದ ಇಬ್ಬರ ಸೆರೆ: [514, 598, 743, 724]
- article-paragraph: ಯಾವುದೇ ಅಹಿತಕರ ಘಟನೆ ನಡೆಯದಂತೆ ಸ್ಥಳದಲ್ಲಿ ಪೊಲೀಸ್ ಬಂದೋಬಸ್ತ್ ಕೈಗೊಳ್ಳಲಾಗಿದೆ. 11 ಮಂದಿಯನ್ನು ವಶಕ್ಕೆ ಪಡೆದು ವಿಚಾರಣೆ ನಡೆಸಲಾಗುತ್ತಿದೆ.: [270, 798, 482, 860]
- column-divider: [485, 139, 487, 1885]
- main-body-col1: [493, 208, 741, 586]
- cyan-dot: [1371, 2324, 1387, 2347]
- article-paragraph: ಈ ವಿಚಾರ ಯಶೋಧಗೆ ಗೊತ್ತಾಗಿ ಪ್ರಿಯಕರ ಸ್ನೇಹಿತೆಯೊಟ್ಟಿಗೆ ಇರುವ ಲಾಡ್ಜ್‌ಗೆ ಹೋಗಿ ಗಲಾಟೆ ಮಾಡಿದ್ದಾಳೆ. ಆಗ ಪ್ರಿಯಕರ ಸರಿಯಾಗಿ ಸ್ಪಂದಿಸದೇ ಇದ್ದಾಗ, ಮನನೊಂದು ಅಲ್ಲೇ ಪಕ್ಕದ ರೂಂನಲ್ಲಿ ನೇಣು ಬಿಗಿದುಕೊಂಡು ಆತ್ಮಹತ್ಯೆ ಮಾಡಿಕೊಂಡಿದ್ದಾಳೆ. ಘಟನೆ ಸಂಬಂಧ ಮಾಗಡಿ ರಸ್ತೆ ಪೊಲೀಸರು ಪ್ರಕಣ ದಾಖಲಿಸಿ ಮುಂದಿನ ತನಿಖೆಯನ್ನು ಕೈಗೊಂಡಿದ್ದಾರೆ.: [1135, 1064, 1488, 1125]
- cylinder-source: (ಸಂಜೆವಾಣಿ ಪ್ರತಿನಿಧಿಯಿಂದ): [1287, 1668, 1403, 1682]
- gray-dot: [1448, 2324, 1465, 2347]
- main-body-col3: [989, 463, 1227, 586]
